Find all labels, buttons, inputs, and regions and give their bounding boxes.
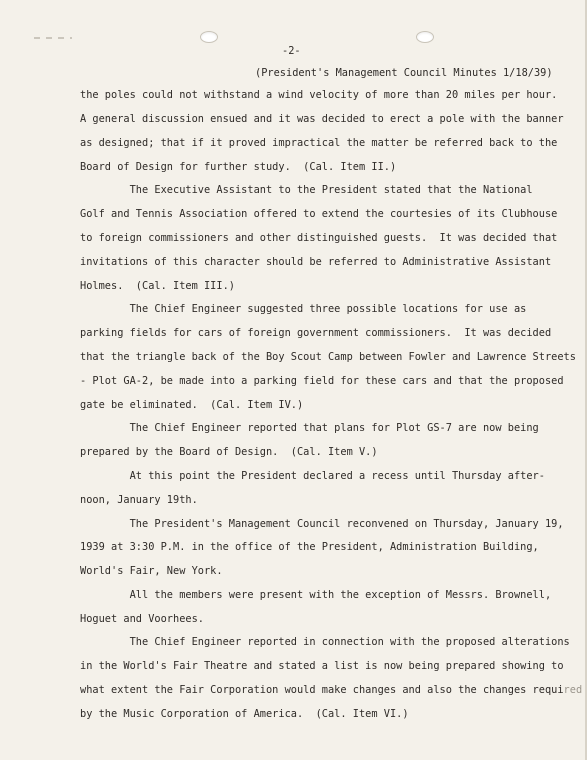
body-line-text: what extent the Fair Corporation would make changes and also the changes requi — [80, 684, 564, 696]
running-header: (President's Management Council Minutes 1/18/39) — [255, 67, 553, 79]
body-line: 1939 at 3:30 P.M. in the office of the President, Administration Building, — [80, 541, 539, 553]
body-line: invitations of this character should be referred to Administrative Assistant — [80, 256, 552, 268]
body-line: prepared by the Board of Design. (Cal. Item V.) — [80, 446, 378, 458]
body-line: noon, January 19th. — [80, 494, 198, 506]
body-line: The Chief Engineer suggested three possible locations for use as — [80, 303, 527, 315]
body-line: A general discussion ensued and it was decided to erect a pole with the banner — [80, 113, 564, 125]
body-line: to foreign commissioners and other distinguished guests. It was decided that — [80, 232, 558, 244]
binder-hole-left — [200, 31, 218, 43]
faded-text: red — [563, 684, 583, 696]
body-line: At this point the President declared a recess until Thursday after- — [80, 470, 545, 482]
body-line: as designed; that if it proved impractical the matter be referred back to the — [80, 137, 558, 149]
body-line: Holmes. (Cal. Item III.) — [80, 280, 235, 292]
page-number: -2- — [282, 45, 301, 57]
body-line: that the triangle back of the Boy Scout Camp between Fowler and Lawrence Streets — [80, 351, 576, 363]
body-line — [80, 684, 582, 696]
body-line: by the Music Corporation of America. (Cal. Item VI.) — [80, 708, 409, 720]
margin-mark — [34, 37, 72, 39]
body-line: The Chief Engineer reported that plans for Plot GS-7 are now being — [80, 422, 539, 434]
body-line: gate be eliminated. (Cal. Item IV.) — [80, 399, 304, 411]
binder-hole-right — [416, 31, 434, 43]
body-line: All the members were present with the exception of Messrs. Brownell, — [80, 589, 552, 601]
body-line: parking fields for cars of foreign government commissioners. It was decided — [80, 327, 552, 339]
body-line: - Plot GA-2, be made into a parking field for these cars and that the proposed — [80, 375, 564, 387]
body-line: Board of Design for further study. (Cal. Item II.) — [80, 161, 397, 173]
body-line: Golf and Tennis Association offered to extend the courtesies of its Clubhouse — [80, 208, 558, 220]
body-line: in the World's Fair Theatre and stated a list is now being prepared showing to — [80, 660, 564, 672]
body-line: The Executive Assistant to the President stated that the National — [80, 184, 533, 196]
body-line: the poles could not withstand a wind velocity of more than 20 miles per hour. — [80, 89, 558, 101]
body-line: World's Fair, New York. — [80, 565, 223, 577]
body-line: Hoguet and Voorhees. — [80, 613, 204, 625]
body-line: The Chief Engineer reported in connection with the proposed alterations — [80, 636, 570, 648]
body-line: The President's Management Council reconvened on Thursday, January 19, — [80, 518, 564, 530]
